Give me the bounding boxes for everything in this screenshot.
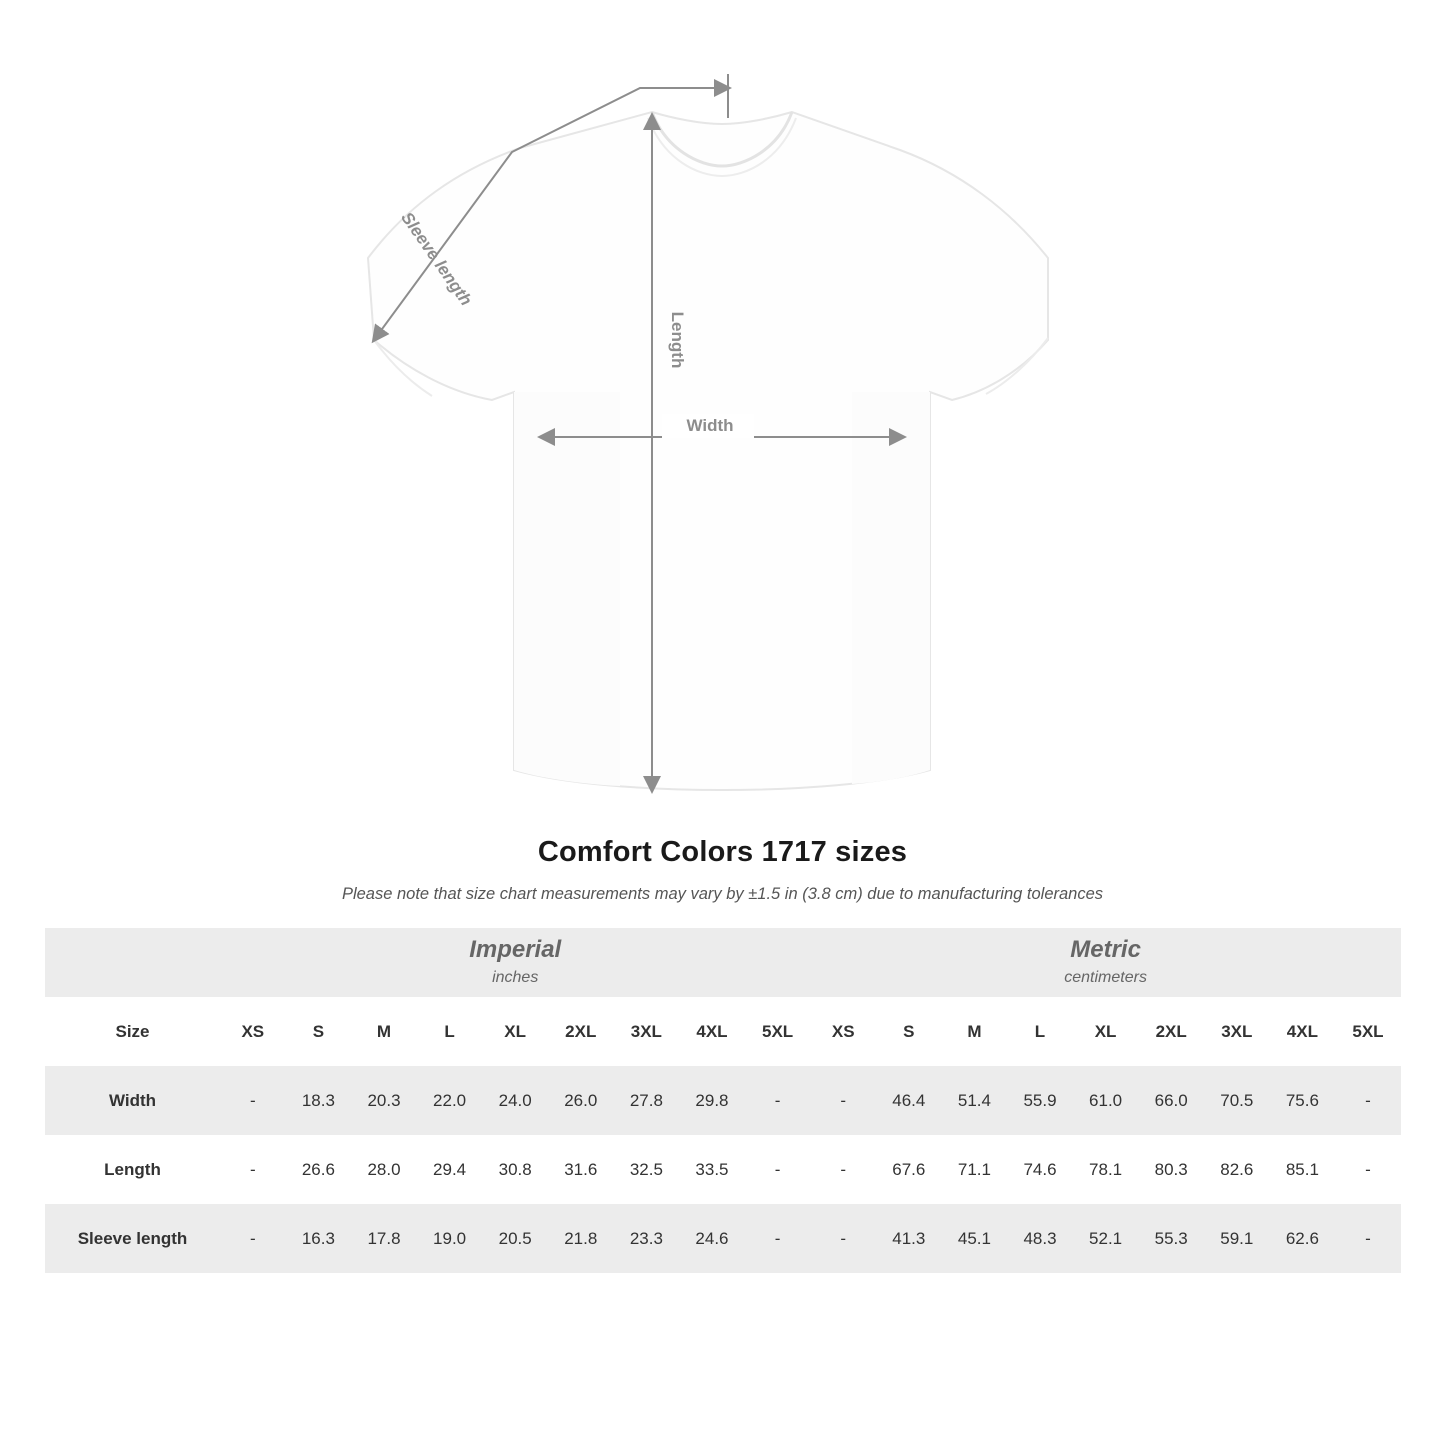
sleeve-length-label: Sleeve length bbox=[397, 208, 476, 310]
unit-header-row bbox=[45, 928, 1401, 997]
cell-length-16: 85.1 bbox=[1270, 1135, 1336, 1204]
size-col-xl-imp: XL bbox=[482, 997, 548, 1066]
size-table bbox=[45, 928, 1401, 1273]
cell-width-12: 55.9 bbox=[1007, 1066, 1073, 1135]
size-col-3xl-met: 3XL bbox=[1204, 997, 1270, 1066]
size-col-4xl-imp: 4XL bbox=[679, 997, 745, 1066]
size-col-3xl-imp: 3XL bbox=[614, 997, 680, 1066]
cell-width-10: 46.4 bbox=[876, 1066, 942, 1135]
size-col-s-imp: S bbox=[286, 997, 352, 1066]
cell-sleeve-5: 21.8 bbox=[548, 1204, 614, 1273]
cell-width-3: 22.0 bbox=[417, 1066, 483, 1135]
table-row bbox=[45, 1135, 1401, 1204]
cell-sleeve-1: 16.3 bbox=[286, 1204, 352, 1273]
size-col-5xl-imp: 5XL bbox=[745, 997, 811, 1066]
cell-sleeve-15: 59.1 bbox=[1204, 1204, 1270, 1273]
cell-length-4: 30.8 bbox=[482, 1135, 548, 1204]
cell-length-6: 32.5 bbox=[614, 1135, 680, 1204]
size-col-2xl-imp: 2XL bbox=[548, 997, 614, 1066]
table-row bbox=[45, 1066, 1401, 1135]
cell-sleeve-10: 41.3 bbox=[876, 1204, 942, 1273]
cell-length-11: 71.1 bbox=[942, 1135, 1008, 1204]
cell-length-12: 74.6 bbox=[1007, 1135, 1073, 1204]
cell-width-17: - bbox=[1335, 1066, 1401, 1135]
cell-sleeve-4: 20.5 bbox=[482, 1204, 548, 1273]
size-col-xs-met: XS bbox=[810, 997, 876, 1066]
row-label-length: Length bbox=[45, 1135, 220, 1204]
cell-sleeve-16: 62.6 bbox=[1270, 1204, 1336, 1273]
table-row bbox=[45, 1204, 1401, 1273]
cell-sleeve-13: 52.1 bbox=[1073, 1204, 1139, 1273]
cell-sleeve-6: 23.3 bbox=[614, 1204, 680, 1273]
cell-width-14: 66.0 bbox=[1138, 1066, 1204, 1135]
cell-length-3: 29.4 bbox=[417, 1135, 483, 1204]
cell-width-6: 27.8 bbox=[614, 1066, 680, 1135]
size-col-m-imp: M bbox=[351, 997, 417, 1066]
cell-width-11: 51.4 bbox=[942, 1066, 1008, 1135]
cell-width-15: 70.5 bbox=[1204, 1066, 1270, 1135]
unit-group-imperial-name: Imperial bbox=[469, 935, 562, 963]
cell-width-2: 20.3 bbox=[351, 1066, 417, 1135]
unit-group-metric-sub: centimeters bbox=[1064, 968, 1147, 986]
column-header-row bbox=[45, 997, 1401, 1066]
cell-sleeve-3: 19.0 bbox=[417, 1204, 483, 1273]
cell-length-15: 82.6 bbox=[1204, 1135, 1270, 1204]
cell-length-13: 78.1 bbox=[1073, 1135, 1139, 1204]
width-label: Width bbox=[686, 416, 734, 435]
size-col-m-met: M bbox=[942, 997, 1008, 1066]
size-col-l-imp: L bbox=[417, 997, 483, 1066]
size-col-5xl-met: 5XL bbox=[1335, 997, 1401, 1066]
cell-sleeve-0: - bbox=[220, 1204, 286, 1273]
cell-length-7: 33.5 bbox=[679, 1135, 745, 1204]
cell-width-7: 29.8 bbox=[679, 1066, 745, 1135]
size-col-s-met: S bbox=[876, 997, 942, 1066]
row-header-size: Size bbox=[45, 997, 220, 1066]
cell-length-5: 31.6 bbox=[548, 1135, 614, 1204]
cell-sleeve-8: - bbox=[745, 1204, 811, 1273]
cell-sleeve-12: 48.3 bbox=[1007, 1204, 1073, 1273]
size-col-xs-imp: XS bbox=[220, 997, 286, 1066]
size-table-wrap bbox=[45, 928, 1400, 1273]
cell-length-10: 67.6 bbox=[876, 1135, 942, 1204]
tshirt-shape bbox=[368, 112, 1048, 790]
cell-sleeve-14: 55.3 bbox=[1138, 1204, 1204, 1273]
cell-sleeve-2: 17.8 bbox=[351, 1204, 417, 1273]
cell-length-14: 80.3 bbox=[1138, 1135, 1204, 1204]
unit-header-spacer bbox=[45, 928, 220, 997]
title-block bbox=[0, 836, 1445, 904]
cell-width-8: - bbox=[745, 1066, 811, 1135]
size-col-2xl-met: 2XL bbox=[1138, 997, 1204, 1066]
row-label-width: Width bbox=[45, 1066, 220, 1135]
size-col-xl-met: XL bbox=[1073, 997, 1139, 1066]
cell-width-0: - bbox=[220, 1066, 286, 1135]
row-label-sleeve-length: Sleeve length bbox=[45, 1204, 220, 1273]
cell-width-1: 18.3 bbox=[286, 1066, 352, 1135]
cell-width-5: 26.0 bbox=[548, 1066, 614, 1135]
cell-length-9: - bbox=[810, 1135, 876, 1204]
cell-sleeve-17: - bbox=[1335, 1204, 1401, 1273]
size-col-4xl-met: 4XL bbox=[1270, 997, 1336, 1066]
cell-width-16: 75.6 bbox=[1270, 1066, 1336, 1135]
length-label: Length bbox=[668, 311, 687, 369]
size-col-l-met: L bbox=[1007, 997, 1073, 1066]
cell-length-1: 26.6 bbox=[286, 1135, 352, 1204]
cell-length-2: 28.0 bbox=[351, 1135, 417, 1204]
cell-width-13: 61.0 bbox=[1073, 1066, 1139, 1135]
cell-width-9: - bbox=[810, 1066, 876, 1135]
cell-length-0: - bbox=[220, 1135, 286, 1204]
unit-group-metric-name: Metric bbox=[1070, 935, 1141, 963]
cell-length-8: - bbox=[745, 1135, 811, 1204]
cell-sleeve-9: - bbox=[810, 1204, 876, 1273]
chart-title: Comfort Colors 1717 sizes bbox=[537, 836, 908, 868]
cell-width-4: 24.0 bbox=[482, 1066, 548, 1135]
cell-sleeve-7: 24.6 bbox=[679, 1204, 745, 1273]
unit-group-metric bbox=[810, 928, 1400, 997]
unit-group-imperial bbox=[220, 928, 810, 997]
chart-note: Please note that size chart measurements may vary by ±1.5 in (3.8 cm) due to manufacturing tolerances bbox=[341, 885, 1104, 903]
cell-length-17: - bbox=[1335, 1135, 1401, 1204]
cell-sleeve-11: 45.1 bbox=[942, 1204, 1008, 1273]
unit-group-imperial-sub: inches bbox=[492, 968, 539, 986]
